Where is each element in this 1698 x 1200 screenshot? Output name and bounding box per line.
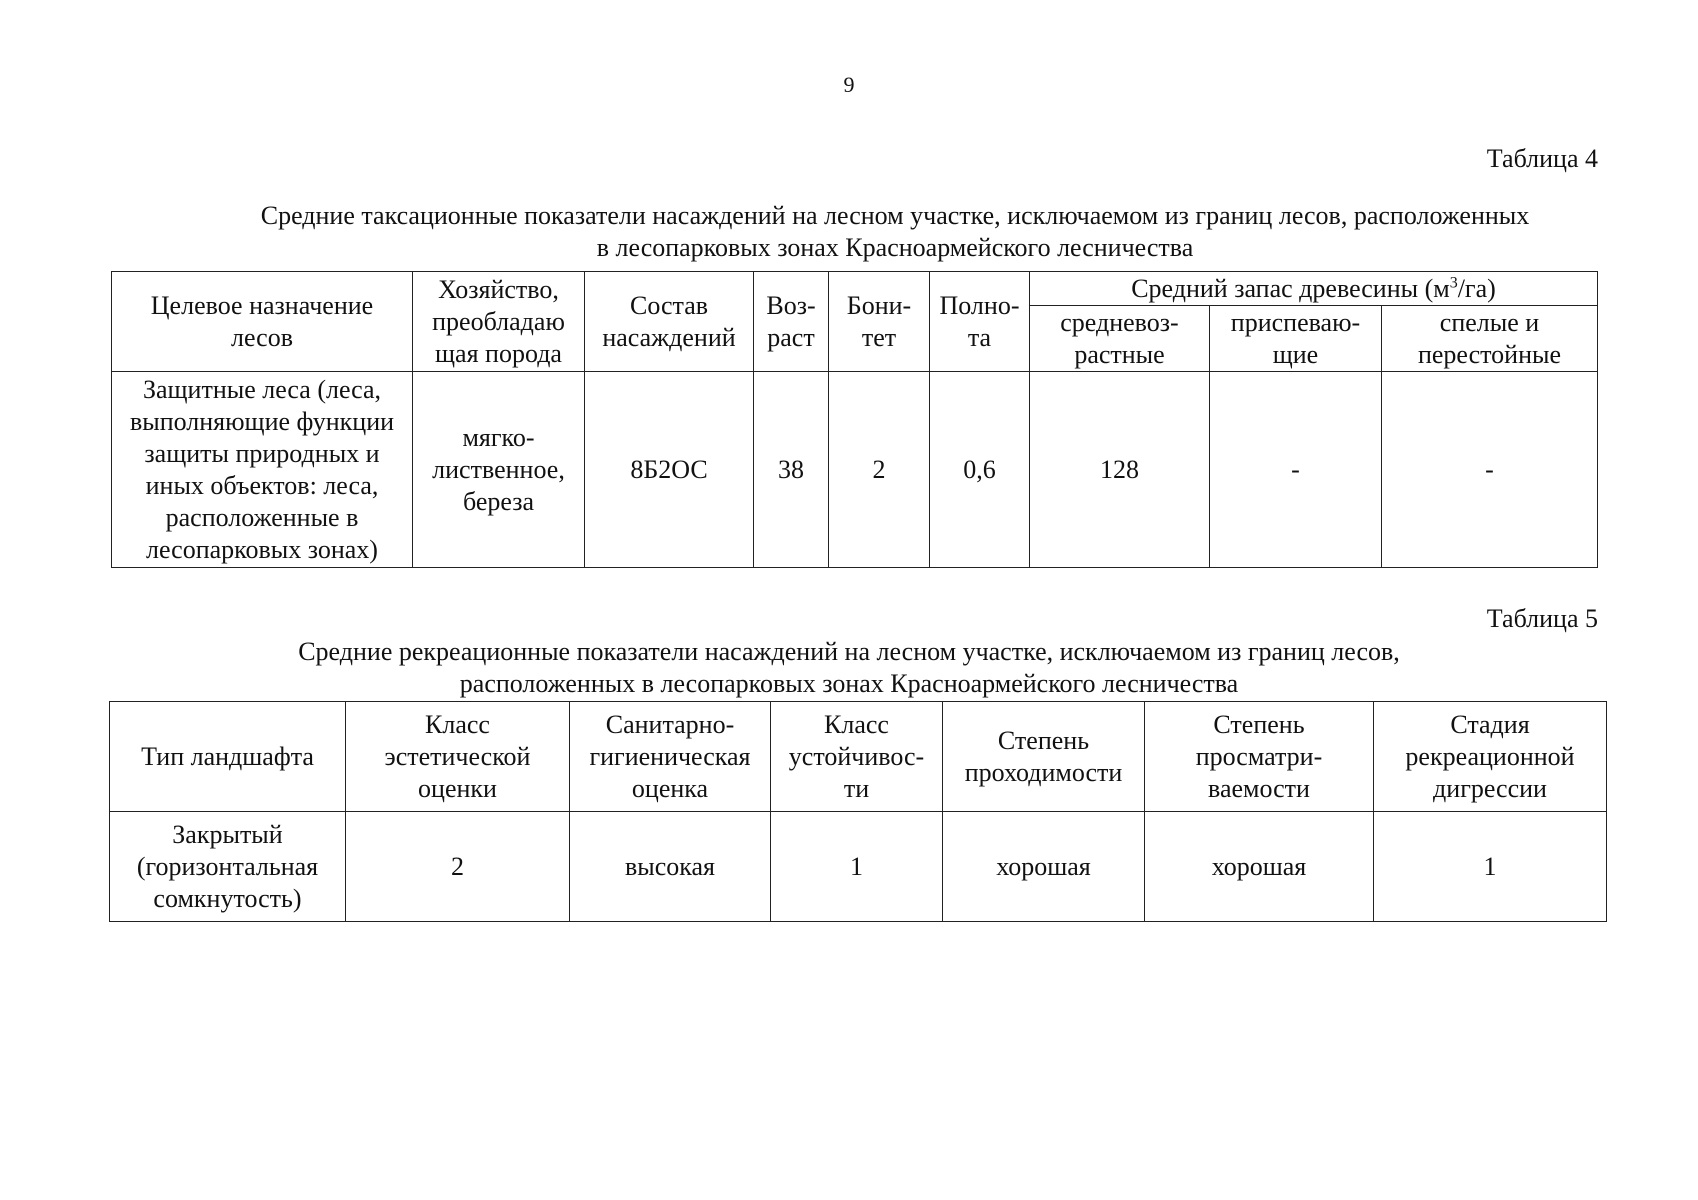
header-age: Воз- раст: [754, 272, 829, 372]
cell-stability: 1: [771, 812, 943, 922]
header-density: Полно- та: [930, 272, 1030, 372]
header-composition: Состав насаждений: [585, 272, 754, 372]
header-mature: спелые и перестойные: [1382, 306, 1598, 372]
cell-visibility: хорошая: [1145, 812, 1374, 922]
table-5: [109, 701, 1607, 922]
table-4-label: Таблица 4: [1486, 144, 1598, 173]
cell-farm-species: мягко- лиственное, береза: [413, 372, 585, 568]
cell-mature: -: [1382, 372, 1598, 568]
table-4: [111, 271, 1598, 568]
header-landscape: Тип ландшафта: [110, 702, 346, 812]
cell-passability: хорошая: [943, 812, 1145, 922]
header-maturing: приспеваю- щие: [1210, 306, 1382, 372]
cell-purpose: Защитные леса (леса, выполняющие функции защиты природных и иных объектов: леса, расположенные в лесопарковых зонах): [112, 372, 413, 568]
cell-landscape: Закрытый (горизонтальная сомкнутость): [110, 812, 346, 922]
table-4-caption-line-1: Средние таксационные показатели насаждений на лесном участке, исключаемом из границ лесов, расположенных: [260, 201, 1530, 230]
table-5-caption-line-1: Средние рекреационные показатели насаждений на лесном участке, исключаемом из границ лесов,: [298, 637, 1400, 666]
table-4-caption-line-2: в лесопарковых зонах Красноармейского лесничества: [596, 233, 1194, 262]
cell-age: 38: [754, 372, 829, 568]
page-number: 9: [843, 72, 855, 97]
cell-middle-aged: 128: [1030, 372, 1210, 568]
header-bonitet: Бони- тет: [829, 272, 930, 372]
table-row: [110, 812, 1607, 922]
table-5-caption: [160, 636, 1538, 700]
header-middle-aged: средневоз- растные: [1030, 306, 1210, 372]
cell-aesthetic: 2: [346, 812, 570, 922]
table-row: [112, 372, 1598, 568]
table-5-label: Таблица 5: [1486, 604, 1598, 633]
cell-bonitet: 2: [829, 372, 930, 568]
cell-digression: 1: [1374, 812, 1607, 922]
header-passability: Степень проходимости: [943, 702, 1145, 812]
header-purpose: Целевое назначение лесов: [112, 272, 413, 372]
table-4-caption: [190, 200, 1600, 264]
header-visibility: Степень просматри- ваемости: [1145, 702, 1374, 812]
table-5-caption-line-2: расположенных в лесопарковых зонах Красноармейского лесничества: [459, 669, 1239, 698]
header-sanitary: Санитарно- гигиеническая оценка: [570, 702, 771, 812]
cell-sanitary: высокая: [570, 812, 771, 922]
cell-density: 0,6: [930, 372, 1030, 568]
header-aesthetic: Класс эстетической оценки: [346, 702, 570, 812]
cell-composition: 8Б2ОС: [585, 372, 754, 568]
header-stock-group: Средний запас древесины $(м^3/га)$: [1030, 272, 1598, 306]
header-farm-species: Хозяйство, преобладаю щая порода: [413, 272, 585, 372]
header-stability: Класс устойчивос- ти: [771, 702, 943, 812]
cell-maturing: -: [1210, 372, 1382, 568]
header-digression: Стадия рекреационной дигрессии: [1374, 702, 1607, 812]
